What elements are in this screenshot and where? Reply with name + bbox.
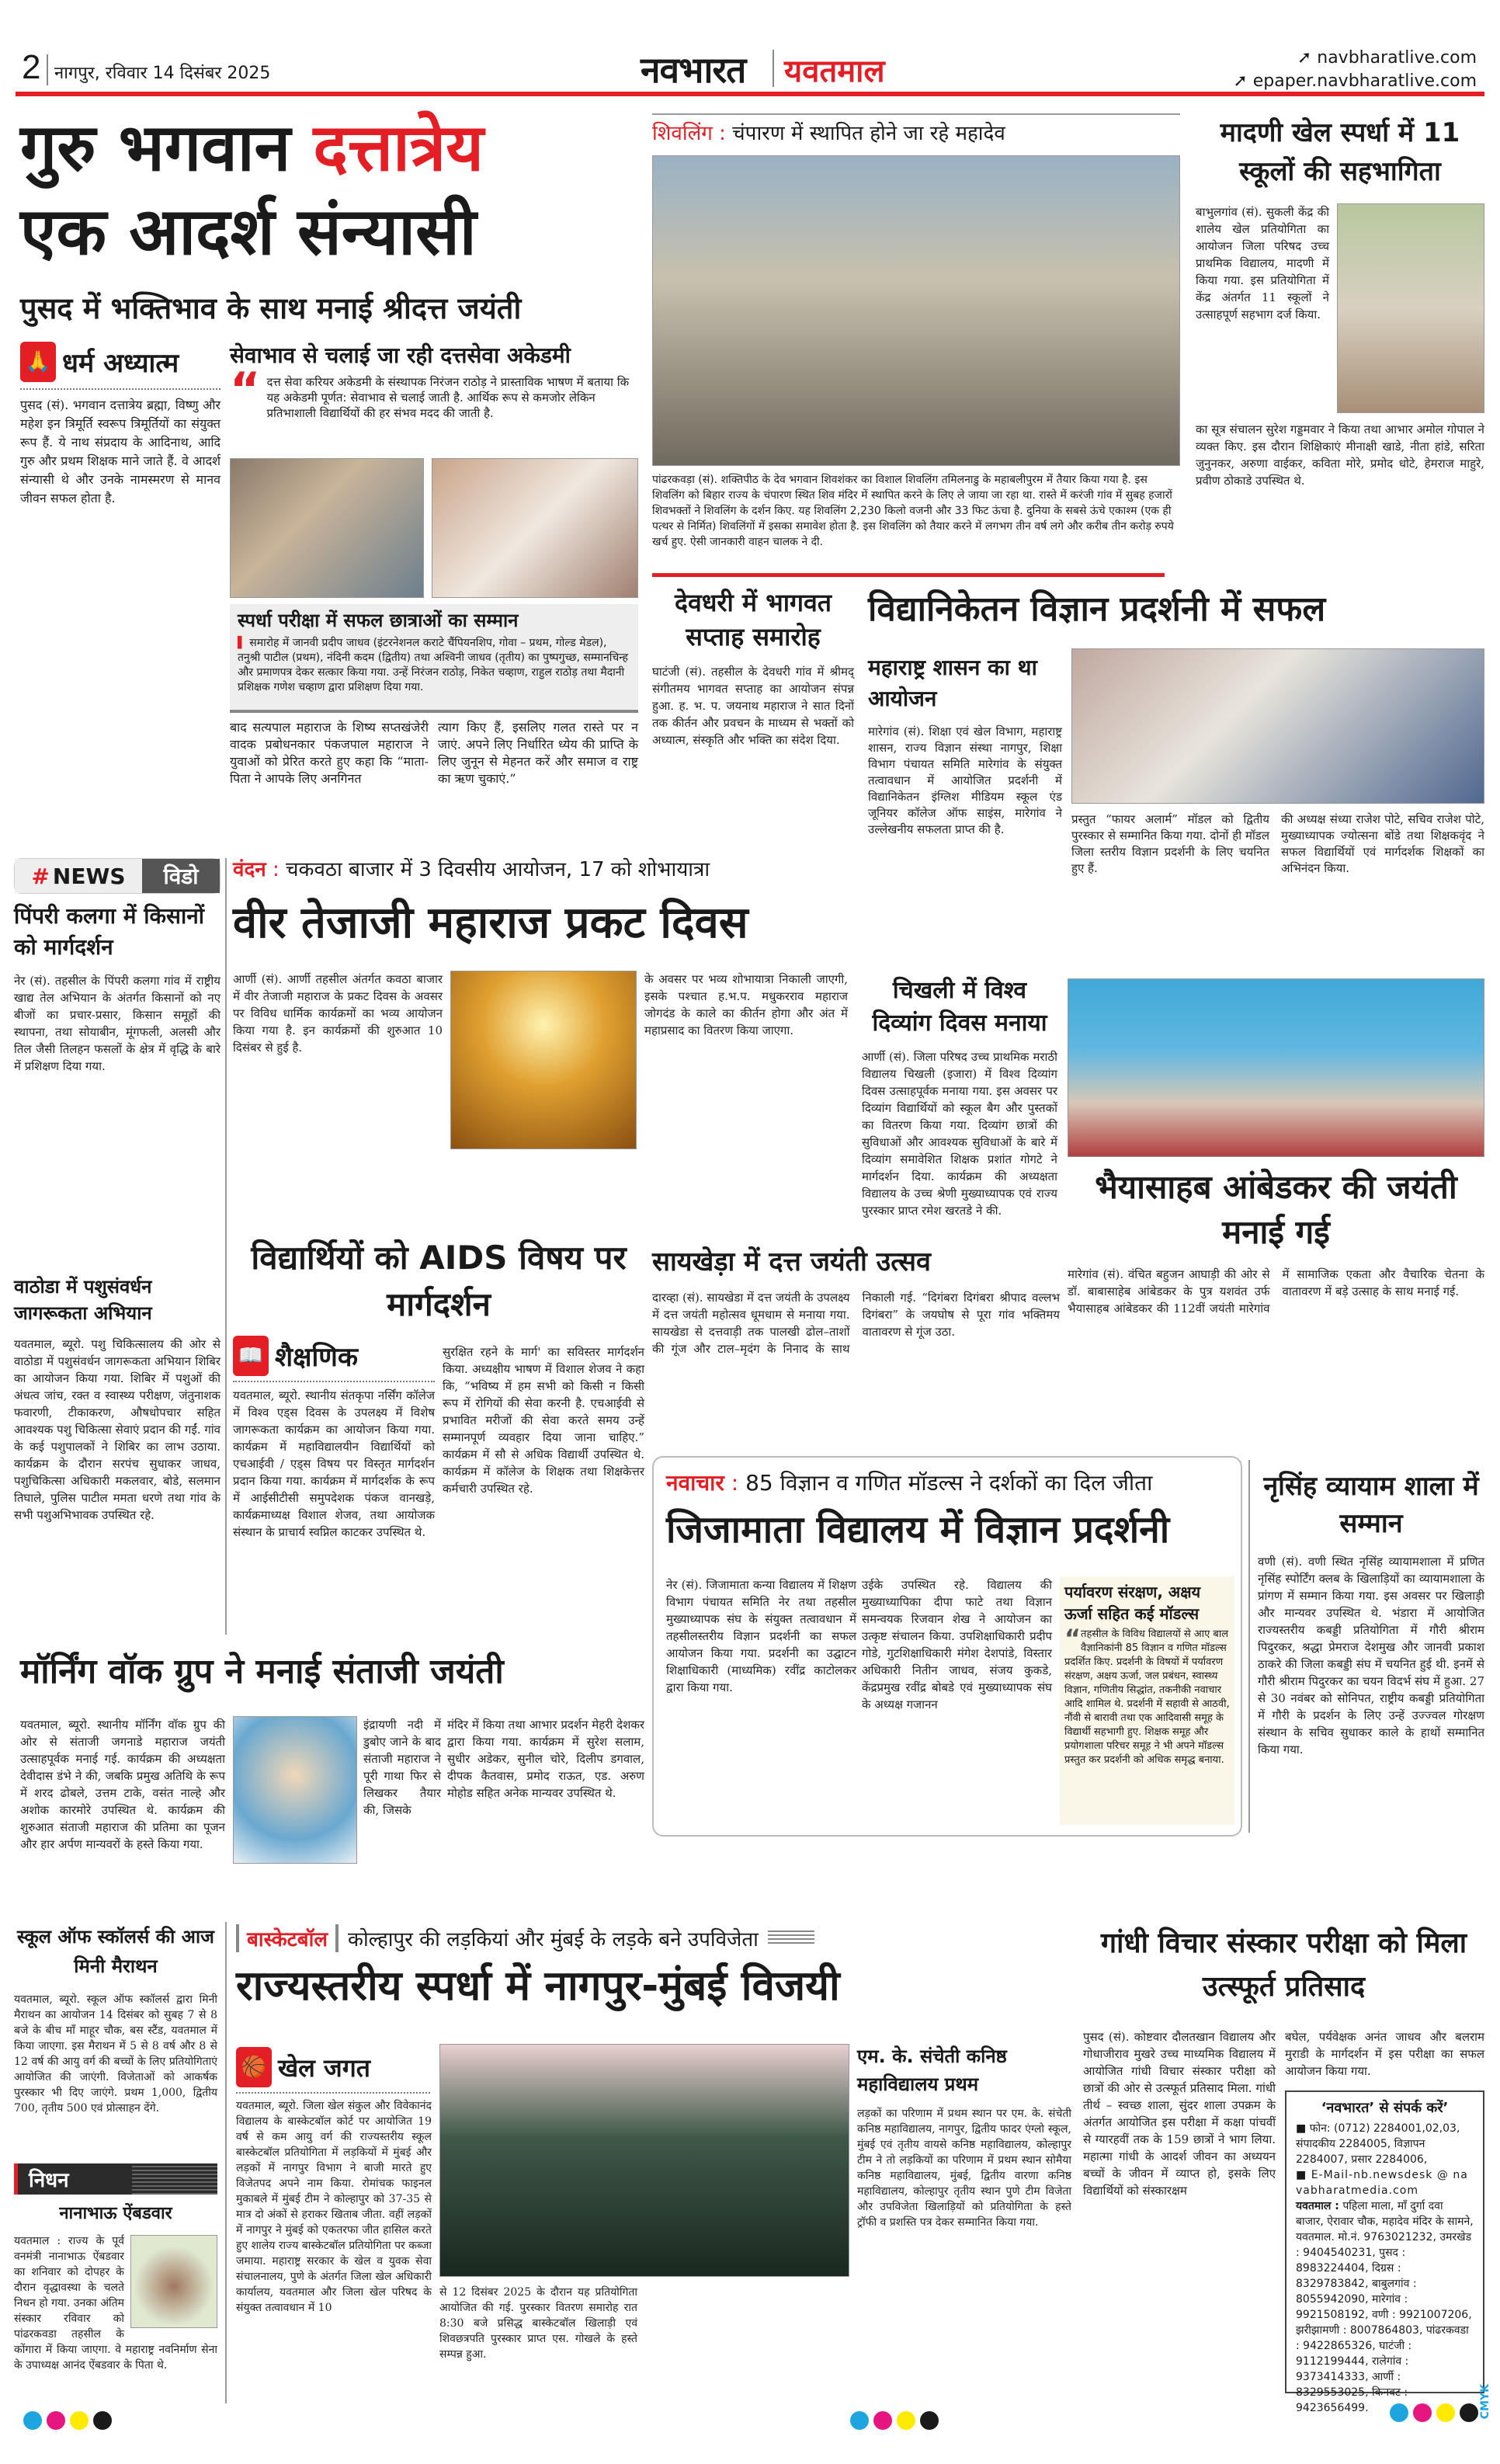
vidyaniketan-body2: प्रस्तुत “फायर अलार्म” मॉडल को द्वितीय पुरस्कार से सम्मानित किया गया. दोनों ही मॉडल जिला स्तरीय विज्ञान प्रदर्शनी के लिए चयनित हुए हैं. [1071,812,1269,875]
black-dot [1460,2403,1478,2422]
globe-icon: ➚ [1233,71,1253,91]
photo-basketball-team [439,2044,849,2277]
devdhari-headline: देवधरी में भागवत सप्ताह समारोह [674,588,832,652]
tejaji-headline: वीर तेजाजी महाराज प्रकट दिवस [233,898,748,948]
chikhli-headline: चिखली में विश्व दिव्यांग दिवस मनाया [872,977,1047,1037]
santaji-headline: मॉर्निंग वॉक ग्रुप ने मनाई संताजी जयंती [20,1652,504,1691]
magenta-dot [873,2411,892,2430]
column-divider [1248,1460,1250,1833]
photo-academy-event [230,458,424,598]
photo-shivling-transport [652,155,1180,466]
marathon-headline: स्कूल ऑफ स्कॉलर्स की आज मिनी मैराथन [17,1926,214,1977]
santaji-body: यवतमाल, ब्यूरो. स्थानीय मॉर्निंग वॉक ग्रुप की ओर से संताजी जगनाडे महाराज जयंती उत्साहपूर्वक मनाई गई. कार्यक्रम की अध्यक्षता देवीदास डंभे ने की, जबकि प्रमुख अतिथि के रूप में शरद ढोबले, उत्तम टाके, वसंत नाल्हे और अशोक कारमोरे उपस्थित थे. कार्यक्रम की शुरुआत संताजी महाराज की प्रतिमा का पूजन और हार अर्पण मान्यवरों के हस्ते किया गया. [20,1718,225,1851]
bullet-icon: ■ [1296,2169,1311,2181]
jijamata-body: नेर (सं). जिजामाता कन्या विद्यालय में शिक्षण विभाग पंचायत समिति नेर तथा तहसील मुख्याध्यापक संघ के संयुक्त तत्वावधान में तहसीलस्तरीय विज्ञान प्रदर्शनी का सफल आयोजन किया गया. प्रदर्शनी का उद्घाटन शिक्षाधिकारी (माध्यमिक) रवींद्र काटोलकर द्वारा किया गया. [666,1578,856,1694]
bhaiyasaheb-body: मारेगांव (सं). वंचित बहुजन आघाड़ी की ओर से डॉ. बाबासाहेब आंबेडकर के पुत्र यशवंत उर्फ भैयासाहब आंबेडकर की 112वीं जयंती मारेगांव में सामाजिक एकता और वैचारिक चेतना के वातावरण में बड़े उत्साह के साथ मनाई गई. [1068,1267,1484,1315]
santaji-body2: इंद्रायणी नदी में डुबोए जाने के बाद संताजी महाराज ने पूरी गाथा फिर से लिखकर तैयार की, जिसके [363,1718,441,1817]
book-icon: 📖 [233,1336,269,1376]
cmyk-registration-left [23,2411,112,2430]
page-number: 2 [22,48,41,86]
section-tag-education: 📖 शैक्षणिक [233,1336,358,1376]
obituary-name: नानाभाऊ ऐंबडवार [59,2204,172,2223]
basketball-subhead: एम. के. संचेती कनिष्ठ महाविद्यालय प्रथम [857,2045,1007,2095]
yellow-dot [1436,2403,1455,2422]
section-tag-sports: 🏀 खेल जगत [236,2047,370,2087]
basketball-headline: राज्यस्तरीय स्पर्धा में नागपुर-मुंबई विजयी [236,1962,840,2010]
globe-icon: ➚ [1297,48,1318,68]
basketball-body: यवतमाल, ब्यूरो. जिला खेल संकुल और विवेकानंद विद्यालय के बास्केटबॉल कोर्ट पर आयोजित 19 वर्ष से कम आयु वर्ग की राज्यस्तरीय स्कूल बास्केटबॉल प्रतियोगिता में लड़कियों में मुंबई और लड़कों में नागपुर विभाग ने बाजी मारते हुए विजेतपद अपने नाम किया. रोमांचक फाइनल मुकाबले में मुंबई टीम ने कोल्हापुर को 37-35 से मात्र दो अंकों से हराकर खिताब जीता. वहीं लड़कों में नागपुर ने मुंबई को एकतरफा जीत हासिल करते हुए शालेय राज्य बास्केटबॉल प्रतियोगिता पर कब्जा जमाया. महाराष्ट्र सरकार के खेल व युवक सेवा संचालनालय, पुणे के अंतर्गत जिला खेल अधिकारी कार्यालय, यवतमाल और जिला खेल परिषद के संयुक्त तत्वावधान में 10 [236,2100,432,2314]
obituary-label: निधन [14,2163,217,2195]
santaji-body3: मंदिर में किया तथा आभार प्रदर्शन मेहरी देशकर द्वारा किया गया. कार्यक्रम में सुरेश सलाम, सुधीर अडेकर, सुनील चोरे, दिलीप डगवाल, दीपक कैतवास, प्रमोद राऊत, एड. अरुण मोहोड सहित अनेक मान्यवर उपस्थित थे. [447,1718,644,1800]
bullet-icon: ■ [1296,2122,1310,2135]
cmyk-registration-center [850,2411,939,2430]
divider [47,54,48,85]
vidyaniketan-body3: की अध्यक्ष संध्या राजेश पोटे, सचिव राजेश पोटे, मुख्याध्यापक ज्योत्सना बोंडे तथा शिक्षकवृंद ने सफल विद्यार्थियों एवं मार्गदर्शक शिक्षकों का अभिनंदन किया. [1281,812,1484,875]
pimpri-headline: पिंपरी कलगा में किसानों को मार्गदर्शन [14,903,204,960]
website-link[interactable]: ➚ navbharatlive.com [1297,48,1477,68]
aids-body2: सुरक्षित रहने के मार्ग' का सविस्तर मार्गदर्शन किया. अध्यक्षीय भाषण में विशाल शेजव ने कहा कि, “भविष्य में हम सभी को किसी न किसी रूप में रोगियों की सेवा करनी है. एचआईवी से प्रभावित मरीजों की सेवा करते समय उन्हें सम्मानपूर्ण व्यवहार दिया जाना चाहिए.” कार्यक्रम में सौ से अधिक विद्यार्थी उपस्थित थे. कार्यक्रम में कॉलेज के शिक्षक तथा शिक्षकेत्तर कर्मचारी उपस्थित रहे. [443,1345,644,1496]
divider [773,50,774,87]
masthead-rule [16,92,1484,96]
tejaji-body2: के अवसर पर भव्य शोभायात्रा निकाली जाएगी, इसके पश्चात ह.भ.प. मधुकरराव महाराज जोगदंड के काले का कीर्तन होगा और अंत में महाप्रसाद का वितरण किया जाएगा. [644,972,848,1037]
photo-obituary-portrait [130,2235,217,2328]
email-link[interactable]: ■ E-Mail-nb.newsdesk @ navabharatmedia.com [1296,2169,1468,2197]
quote-icon: “ [230,363,261,417]
aids-headline: विद्यार्थियों को AIDS विषय पर मार्गदर्शन [251,1239,627,1323]
shivling-kicker: शिवलिंग : चंपारण में स्थापित होने जा रहे महादेव [652,122,1005,145]
sports-icon: 🏀 [236,2047,272,2087]
lead-subheadline: पुसद में भक्तिभाव के साथ मनाई श्रीदत्त जयंती [20,291,522,325]
jijamata-kicker: नवाचार : 85 विज्ञान व गणित मॉडल्स ने दर्शकों का दिल जीता [666,1470,1153,1496]
divider [20,388,220,390]
contact-box: ‘नवभारत’ से संपर्क करें’ ■ फोन: (0712) 2284001,02,03, संपादकीय 2284005, विज्ञापन 2284007, प्रसार 2284006, ■ E-Mail-nb.newsdesk @ navabharatmedia.com यवतमाल : पहिला माला, माँ दुर्गा दवा बाजार, ऐरावार चौक, महादेव मंदिर के सामने, यवतमाल. मो.नं. 9763021232, उमरखेड : 9404540231, पुसद : 8983224404, दिग्रस : 8329783842, बाबुलगांव : 8055942090, मारेगांव : 9921508192, वणी : 9921007206, झरीझामणी : 8007864803, पांढरकवडा : 9422865326, घाटंजी : 9112199444, रालेगांव : 9373414333, आर्णी : 8329553025, किनवट : 9423656499. [1285,2090,1484,2393]
edition-name: यवतमाल [784,54,885,89]
column-divider [225,1922,227,2403]
yellow-dot [897,2411,915,2430]
magenta-dot [47,2411,65,2430]
nrusinh-body: वणी (सं). वणी स्थित नृसिंह व्यायामशाला में प्रणित नृसिंह स्पोर्टिंग क्लब के खिलाड़ियों का व्यायामशाला के प्रांगण में सम्मान किया गया. इस अवसर पर खिलाड़ी और मान्यवर उपस्थित थे. भंडारा में आयोजित राज्यस्तरीय कबड्डी प्रतियोगिता में गौरी श्रीराम पिदुरकर, श्रद्धा प्रेमराज देशमुख और जानवी प्रकाश ठाकरे की जिला कबड्डी संघ में चयनित हुई थी. इनमें से गौरी श्रीराम पिदुरकर का चयन विदर्भ संघ में हुआ. 27 से 30 नवंबर को सोनिपत, राष्ट्रीय कबड्डी प्रतियोगिता में गौरी के प्रदर्शन के लिए उन्हें उज्ज्वल गोरक्षण संस्थान के सचिव सुधाकर काले के हाथों सम्मानित किया गया. [1258,1555,1484,1757]
wathoda-body: यवतमाल, ब्यूरो. पशु चिकित्सालय की ओर से वाठोडा में पशुसंवर्धन जागरूकता अभियान शिबिर का आयोजन किया गया. शिबिर में पशुओं की अंधत्व जांच, रक्त व स्वास्थ्य परीक्षण, जंतुनाशक फवारणी, टीकाकरण, औषधोपचार सहित आवश्यक पशु चिकित्सा सेवाएं प्रदान की गईं. गांव के कई पशुपालकों ने शिबिर का लाभ उठाया. कार्यक्रम के दौरान सरपंच सुधाकर जाधव, पशुचिकित्सा अधिकारी मकलवार, बोडे, सलमान तिघाले, पुलिस पाटील ममता धरणे तथा गांव के सभी पशुअभिभावक उपस्थित रहे. [14,1337,220,1522]
cmyk-registration-right [1390,2403,1478,2422]
gandhi-headline: गांधी विचार संस्कार परीक्षा को मिला उत्स्फूर्त प्रतिसाद [1100,1927,1467,2003]
saykheda-body: दारव्हा (सं). सायखेडा में दत्त जयंती के उपलक्ष्य में दत्त जयंती महोत्सव धूमधाम से मनाया गया. सायखेडा से दत्तवाड़ी तक पालखी ढोल–ताशों की गूंज और टाल–मृदंग के निनाद के साथ निकाली गई. “दिगंबरा दिगंबरा श्रीपाद वल्लभ दिगंबरा” के जयघोष से पूरा गांव भक्तिमय वातावरण से गूंज उठा. [652,1291,1060,1356]
divider [652,113,1180,115]
cyan-dot [1390,2403,1408,2422]
tejaji-body: आर्णी (सं). आर्णी तहसील अंतर्गत कवठा बाजार में वीर तेजाजी महाराज के प्रकट दिवस के अवसर पर विविध धार्मिक कार्यक्रमों का भव्य आयोजन किया गया है. इन कार्यक्रमों की शुरुआत 10 दिसंबर से हुई है. [233,972,443,1055]
epaper-link[interactable]: ➚ epaper.navbharatlive.com [1233,71,1477,91]
obituary-body: यवतमाल : राज्य के पूर्व वनमंत्री नानाभाऊ ऐंबडवार का शनिवार को दोपहर के दौरान वृद्धावस्था के चलते निधन हो गया. उनका अंतिम संस्कार रविवार को पांढरकवडा तहसील के कोंगारा में किया जाएगा. वे महाराष्ट्र नवनिर्माण सेना के उपाध्यक्ष आनंद ऐंबडवार के पिता थे. [14,2235,217,2372]
chikhli-body: आर्णी (सं). जिला परिषद उच्च प्राथमिक मराठी विद्यालय चिखली (इजारा) में विश्व दिव्यांग दिवस उत्साहपूर्वक मनाया गया. इस अवसर पर दिव्यांग विद्यार्थियों को स्कूल बैग और पुस्तकों का वितरण किया गया. दिव्यांग छात्रों की सुविधाओं और आवश्यक सुविधाओं के बारे में दिव्यांग समावेशित शिक्षक प्रशांत गोगटे ने मार्गदर्शन दिया. कार्यक्रम की अध्यक्षता विद्यालय के उच्च श्रेणी मुख्याध्यापक एवं राज्य पुरस्कार प्राप्त रमेश खरतडे ने की. [862,1050,1057,1218]
gandhi-body2: बघेल, पर्यवेक्षक अनंत जाधव और बलराम मुराडी के मार्गदर्शन में इस परीक्षा का सफल आयोजन किया गया. [1285,2030,1484,2078]
divider [652,573,1165,577]
lead-headline-line2: एक आदर्श संन्यासी [20,193,477,269]
divider [236,2092,430,2094]
sidebar-title: सेवाभाव से चलाई जा रही दत्तसेवा अकेडमी [230,342,571,368]
basketball-sub-body: लड़कों का परिणाम में प्रथम स्थान पर एम. के. संचेती कनिष्ठ महाविद्यालय, नागपुर, द्वितीय फादर एंग्लो स्कूल, मुंबई एवं तृतीय वायसे कनिष्ठ महाविद्यालय, कोल्हापुर टीम ने तो लड़कियों का परिणाम में प्रथम स्थान सोमैया कनिष्ठ महाविद्यालय, मुंबई, द्वितीय वारणा कनिष्ठ महाविद्यालय, कोल्हापुर तृतीय स्थान पुणे टीम विजेता और उपविजेता खिलाड़ियों को प्रतियोगिता के हस्ते ट्रॉफी व प्रशस्ति पत्र देकर सम्मानित किया गया. [857,2108,1071,2229]
basketball-body2: से 12 दिसंबर 2025 के दौरान यह प्रतियोगिता आयोजित की गई. पुरस्कार वितरण समारोह रात 8:30 बजे प्रसिद्ध बास्केटबॉल खिलाड़ी एवं शिवछत्रपति पुरस्कार प्राप्त एस. गोखले के हस्ते सम्पन्न हुआ. [439,2286,637,2361]
lead-body: पुसद (सं). भगवान दत्तात्रेय ब्रह्मा, विष्णु और महेश इन त्रिमूर्ति स्वरूप त्रिमूर्तियों का संयुक्त रूप हैं. ये नाथ संप्रदाय के आदिनाथ, आदि गुरु और प्रथम शिक्षक माने जाते हैं. वे आदर्श संन्यासी थे और उनके नामस्मरण से मानव जीवन सफल होता है. [20,398,220,506]
photo-divyang-day [1068,978,1484,1157]
jijamata-headline: जिजामाता विद्यालय में विज्ञान प्रदर्शनी [666,1508,1170,1552]
vidyaniketan-subhead: महाराष्ट्र शासन का था आयोजन [868,655,1037,711]
devdhari-body: घाटंजी (सं). तहसील के देवधरी गांव में श्रीमद् संगीतमय भागवत सप्ताह का आयोजन संपन्न हुआ. ह. भ. प. जयनाथ महाराज ने सात दिनों तक कीर्तन और प्रवचन के माध्यम से भक्तों को अध्यात्म, संस्कृति और भक्ति का संदेश दिया. [652,665,854,747]
madni-tail: का सूत्र संचालन सुरेश गड्डमवार ने किया तथा आभार अमोल गोपाल ने व्यक्त किए. इस दौरान शिक्षिकाएं मीनाक्षी खाडे, नीता हांडे, सरिता जुनुनकर, अरुणा वाईकर, कविता मोरे, प्रमोद धोटे, हेमराज माहुरे, प्रवीण ठोकाडे उपस्थित थे. [1196,422,1484,488]
marathon-body: यवतमाल, ब्यूरो. स्कूल ऑफ स्कॉलर्स द्वारा मिनी मैराथन का आयोजन 14 दिसंबर को सुबह 7 से 8 बजे के बीच माँ माहूर चौक, बस स्टैंड, यवतमाल में किया जाएगा. इस मैराथन में 5 से 8 वर्ष और 8 से 12 वर्ष की आयु वर्ग की बच्चों के लिए प्रतियोगिताएं आयोजित की जाएंगी. विजेताओं को आकर्षक पुरस्कार भी दिए जाएंगे. प्रथम 1,000, द्वितीय 700, तृतीय 500 एवं प्रोत्साहन देंगे. [14,1993,217,2115]
lead-col2: बाद सत्यपाल महाराज के शिष्य सप्तखंजेरी वादक प्रबोधनकार पंकजपाल महाराज ने युवाओं को प्रेरित करते हुए कहा कि “माता-पिता ने आपके लिए अनगिनत [230,720,429,786]
jijamata-body2: उईके उपस्थित रहे. विद्यालय की मुख्याध्यापिका दीपा फाटे तथा विज्ञान समन्वयक रिजवान शेख ने आयोजन का उत्कृष्ट संचालन किया. उपशिक्षाधिकारी प्रदीप गोडे, गुटशिक्षाधिकारी मंगेश देशपांडे, विस्तार अधिकारी नितीन जाधव, संजय कुकडे, केंद्रप्रमुख रवींद्र बोबडे एवं मुख्याध्यापक संघ के अध्यक्ष गजानन [862,1578,1052,1712]
wathoda-headline: वाठोडा में पशुसंवर्धन जागरूकता अभियान [14,1276,152,1324]
photo-sports-event [1337,203,1484,413]
lead-headline: गुरु भगवान दत्तात्रेय [20,109,484,186]
lead-col3: त्याग किए हैं, इसलिए गलत रास्ते पर न जाएं. अपने लिए निर्धारित ध्येय की प्राप्ति के लिए जुनून से मेहनत करें और समाज व राष्ट्र का ऋण चुकाएं.” [438,720,638,786]
sidebar-quote: “ दत्त सेवा करियर अकेडमी के संस्थापक निरंजन राठोड़ ने प्रास्ताविक भाषण में बताया कि यह अकेडमी पूर्णत: सेवाभाव से चलाई जाती है. आर्थिक रूप से कमजोर लेकिन प्रतिभाशाली विद्यार्थियों की हर संभव मदद की जाती है. [230,374,638,452]
tejaji-kicker: वंदन : चकवठा बाजार में 3 दिवसीय आयोजन, 17 को शोभायात्रा [233,858,710,881]
gandhi-body: पुसद (सं). कोष्टवार दौलतखान विद्यालय और गोधाजीराव मुखरे उच्च माध्यमिक विद्यालय में आयोजित गांधी विचार संस्कार परीक्षा को छात्रों की ओर से उत्स्फूर्त प्रतिसाद मिला. गांधी तीर्थ – स्वच्छ शाला, सुंदर शाला उपक्रम के अंतर्गत आयोजित इस परीक्षा में कक्षा पांचवीं से ग्यारहवीं तक के 159 छात्रों ने भाग लिया. महात्मा गांधी के आदर्श जीवन का अध्ययन बच्चों के जीवन में व्याप्त हो, इसके लिए विद्यार्थियों को संस्कारक्षम [1083,2030,1276,2198]
madni-body: बाभुलगांव (सं). सुकली केंद्र की शालेय खेल प्रतियोगिता का आयोजन जिला परिषद उच्च प्राथमिक विद्यालय, मादणी में किया गया. इस प्रतियोगिता में केंद्र अंतर्गत 11 स्कूलों ने उत्साहपूर्ण सहभाग दर्ज किया. [1196,205,1329,321]
vidyaniketan-body: मारेगांव (सं). शिक्षा एवं खेल विभाग, महाराष्ट्र शासन, राज्य विज्ञान संस्था नागपुर, शिक्षा विभाग पंचायत समिति मारेगांव के संयुक्त तत्वावधान में आयोजित प्रदर्शनी में विद्यानिकेतन इंग्लिश मीडियम स्कूल एंड जूनियर कॉलेज ऑफ साइंस, मारेगांव ने उल्लेखनीय सफलता प्राप्त की है. [868,725,1062,836]
nrusinh-headline: नृसिंह व्यायाम शाला में सम्मान [1263,1471,1479,1539]
photo-tejaji-idol [450,971,637,1149]
saykheda-headline: सायखेड़ा में दत्त जयंती उत्सव [652,1246,931,1277]
basketball-kicker: बास्केटबॉल कोल्हापुर की लड़कियां और मुंबई के लड़के बने उपविजेता [236,1924,849,1952]
websites [1233,47,1477,93]
madni-headline: मादणी खेल स्पर्धा में 11 स्कूलों की सहभागिता [1220,117,1460,187]
cmyk-label: CMYK [1479,2384,1491,2420]
black-dot [93,2411,112,2430]
pimpri-body: नेर (सं). तहसील के पिंपरी कलगा गांव में राष्ट्रीय खाद्य तेल अभियान के अंतर्गत किसानों को नए बीजों का प्रचार-प्रसार, किसान समूहों की स्थापना, तथा सोयाबीन, मूंगफली, अलसी और तिल जैसी तिलहन फसलों के क्षेत्र में वृद्धि के बारे में प्रशिक्षण दिया गया. [14,974,220,1073]
bhaiyasaheb-headline: भैयासाहब आंबेडकर की जयंती मनाई गई [1095,1168,1457,1251]
magenta-dot [1413,2403,1432,2422]
divider [233,1381,435,1382]
photo-science-winners [1071,648,1484,804]
dateline: नागपुर, रविवार 14 दिसंबर 2025 [54,64,271,83]
decorative-lines [768,1931,814,1946]
photo-students-audience [432,458,638,598]
yellow-dot [70,2411,89,2430]
shivling-caption: पांढरकवड़ा (सं). शक्तिपीठ के देव भगवान शिवशंकर का विशाल शिवलिंग तमिलनाडु के महाबलीपुरम में तैयार किया गया है. इस शिवलिंग को बिहार राज्य के चंपारण स्थित शिव मंदिर में स्थापित करने के लिए ले जाया जा रहा था. रास्ते में करंजी गांव में सुबह हजारों शिवभक्तों ने शिवलिंग के दर्शन किए. यह शिवलिंग 2,230 किलो वजनी और 33 फिट ऊंचा है. दुनिया के सबसे ऊंचे एकाश्म (एक ही पत्थर से निर्मित) शिवलिंगों में इसका समावेश होता है. इस शिवलिंग को तैयार करने में लगभग तीन वर्ष लगे और करीब तीन करोड़ रुपये खर्च हुए. ऐसी जानकारी वाहन चालक ने दी. [652,474,1174,548]
section-tag-dharma: 🙏 धर्म अध्यात्म [20,342,179,382]
vidyaniketan-headline: विद्यानिकेतन विज्ञान प्रदर्शनी में सफल [868,589,1326,629]
felicitation-box: स्पर्धा परीक्षा में सफल छात्राओं का सम्मान ▌ समारोह में जानवी प्रदीप जाधव (इंटरनेशनल कराटे चैंपियनशिप, गोवा – प्रथम, गोल्ड मेडल), तनुश्री पाटील (प्रथम), नंदिनी कदम (द्वितीय) तथा अश्विनी जाधव (तृतीय) का पुष्पगुच्छ, सम्मानचिन्ह और प्रमाणपत्र देकर सत्कार किया गया. उन्हें निरंजन राठोड़, निकेत चव्हाण, राहुल राठोड़ तथा मैदानी प्रशिक्षक गणेश चव्हाण द्वारा प्रशिक्षण दिया गया. [230,604,638,713]
photo-santaji-illustration [233,1716,357,1864]
black-dot [920,2411,939,2430]
cyan-dot [850,2411,869,2430]
quote-icon: “ [1064,1624,1082,1653]
aids-body: यवतमाल, ब्यूरो. स्थानीय संतकृपा नर्सिंग कॉलेज में विश्व एड्स दिवस के उपलक्ष्य में विशेष जागरूकता कार्यक्रम का आयोजन किया गया. कार्यक्रम में महाविद्यालयीन विद्यार्थियों को एचआईवी / एड्स विषय पर विस्तृत मार्गदर्शन प्रदान किया गया. कार्यक्रम में मार्गदर्शक के रूप में आईसीटीसी समुपदेशक पंकज वानखड़े, कार्यक्रमाध्यक्ष विशाल शेजव, तथा आयोजक संस्थान के प्राचार्य स्वप्निल काटकर उपस्थित थे. [233,1388,435,1539]
praying-hands-icon: 🙏 [20,342,56,382]
speech-icon: ▌ [238,637,246,649]
column-divider [225,858,227,1635]
cyan-dot [23,2411,42,2430]
newspaper-logo: नवभारत [641,49,746,91]
news-video-badge: # NEWS विडो [14,858,220,894]
jijamata-sidebar: पर्यावरण संरक्षण, अक्षय ऊर्जा सहित कई मॉडल्स “ तहसील के विविध विद्यालयों से आए बाल वैज्ञानिकांनी 85 विज्ञान व गणित मॉडल्स प्रदर्शित किए. प्रदर्शनी के विषयों में पर्यावरण संरक्षण, अक्षय ऊर्जा, जल प्रबंधन, स्वास्थ्य विज्ञान, गणितीय सिद्धांत, तकनीकी नवाचार आदि शामिल थे. प्रदर्शनी में सहावी से आठवी, नौंवी से बारावी तथा एक आदिवासी समूह के विद्यार्थी सहभागी हुए. शिक्षक समूह और प्रयोगशाला परिचर समूह ने भी अपने मॉडल्स प्रस्तुत कर प्रदर्शनी को अधिक समृद्ध बनाया. [1060,1576,1234,1825]
